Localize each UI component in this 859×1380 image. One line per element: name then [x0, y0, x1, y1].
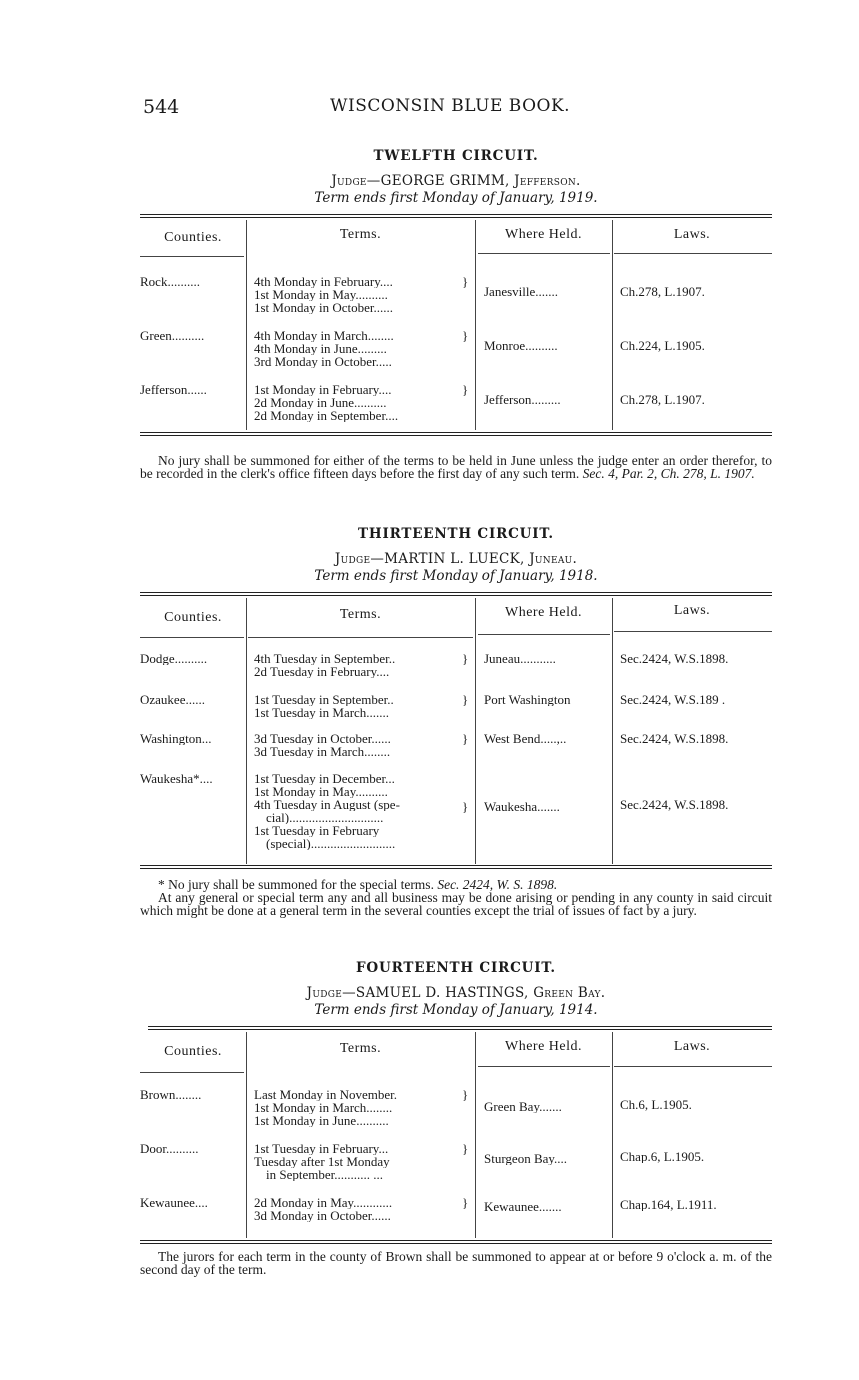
term-line: 4th Tuesday in August (spe- — [254, 798, 400, 811]
header-rule — [140, 256, 244, 257]
laws-cell: Sec.2424, W.S.1898. — [620, 798, 729, 811]
thirteenth-circuit-section — [140, 526, 772, 917]
footnote-citation: Sec. 4, Par. 2, Ch. 278, L. 1907. — [582, 466, 755, 481]
header-rule — [478, 1066, 610, 1067]
term-ends: Term ends first Monday of January, 1919. — [314, 190, 598, 206]
table-bottom-rule — [140, 865, 772, 869]
judge-line — [140, 985, 772, 1001]
judge-prefix: Judge— — [334, 551, 385, 567]
column-divider — [246, 1032, 247, 1238]
column-divider — [475, 1032, 476, 1238]
header-rule — [614, 1066, 772, 1067]
where-held-cell: Kewaunee....... — [484, 1200, 562, 1213]
column-divider — [612, 598, 613, 864]
where-held-cell: Jefferson......... — [484, 393, 561, 406]
where-held-cell: Waukesha....... — [484, 800, 560, 813]
section-title: TWELFTH CIRCUIT. — [373, 148, 539, 164]
header-rule — [248, 637, 473, 638]
header-rule — [140, 1072, 244, 1073]
judge-prefix: Judge— — [331, 173, 381, 189]
county-cell: Ozaukee...... — [140, 693, 205, 706]
judge-name: GEORGE GRIMM, — [380, 173, 510, 189]
terms-cell — [254, 772, 464, 850]
header-terms: Terms. — [339, 227, 382, 242]
footnote — [140, 454, 772, 480]
brace-icon: } — [462, 328, 469, 343]
table-top-rule — [148, 1026, 772, 1030]
header-where-held: Where Held. — [504, 227, 583, 242]
header-where-held: Where Held. — [504, 1039, 583, 1054]
where-held-cell: Juneau........... — [484, 652, 556, 665]
judge-place: Green Bay. — [533, 985, 606, 1001]
terms-cell — [254, 652, 464, 678]
terms-cell — [254, 1088, 464, 1127]
header-rule — [614, 253, 772, 254]
county-cell: Green.......... — [140, 329, 205, 342]
laws-cell: Chap.6, L.1905. — [620, 1150, 705, 1163]
laws-cell: Ch.224, L.1905. — [620, 339, 705, 352]
where-held-cell: Monroe.......... — [484, 339, 558, 352]
brace-icon: } — [462, 692, 469, 707]
column-divider — [612, 1032, 613, 1238]
county-cell: Brown........ — [140, 1088, 202, 1101]
term-line: cial)............................. — [266, 811, 384, 824]
judge-line — [140, 551, 772, 567]
laws-cell: Sec.2424, W.S.1898. — [620, 732, 729, 745]
brace-icon: } — [462, 799, 469, 814]
term-line: Tuesday after 1st Monday — [254, 1155, 390, 1168]
footnote — [140, 878, 772, 917]
term-line: 1st Monday in May.......... — [254, 288, 388, 301]
laws-cell: Ch.6, L.1905. — [620, 1098, 692, 1111]
brace-icon: } — [462, 1141, 469, 1156]
where-held-cell: Janesville....... — [484, 285, 559, 298]
section-title: THIRTEENTH CIRCUIT. — [358, 526, 554, 542]
term-line: 4th Tuesday in September.. — [254, 652, 396, 665]
where-held-cell: Port Washington — [484, 693, 571, 706]
column-divider — [475, 220, 476, 430]
footnote: The jurors for each term in the county of Brown shall be summoned to appear at or before 9 o'clock a. m. of the second day of the term. — [140, 1249, 772, 1277]
term-line: 3d Tuesday in March........ — [254, 745, 391, 758]
term-line: 2d Tuesday in February.... — [254, 665, 390, 678]
footnote-text: At any general or special term any and all business may be done arising or pending in any county in said circuit which might be done at a general term in the several counties except the trial of issues of fact by a jury. — [140, 890, 772, 918]
circuit-table — [140, 592, 772, 876]
term-line: (special).......................... — [266, 837, 396, 850]
header-counties: Counties. — [164, 610, 222, 625]
judge-place: Juneau. — [529, 551, 578, 567]
term-line: 2d Monday in September.... — [254, 409, 399, 422]
laws-cell: Chap.164, L.1911. — [620, 1198, 717, 1211]
term-ends: Term ends first Monday of January, 1914. — [314, 1002, 598, 1018]
footnote-text: No jury shall be summoned for either of the terms to be held in June unless the judge enter an order therefor, to be recorded in the clerk's office fifteen days before the first day of any such term. — [140, 453, 772, 481]
laws-cell: Ch.278, L.1907. — [620, 393, 705, 406]
where-held-cell: West Bend.....,.. — [484, 732, 567, 745]
term-line: Last Monday in November. — [254, 1088, 397, 1101]
laws-cell: Ch.278, L.1907. — [620, 285, 705, 298]
judge-name: MARTIN L. LUECK, — [384, 551, 525, 567]
circuit-table — [140, 214, 772, 448]
brace-icon: } — [462, 382, 469, 397]
where-held-cell: Sturgeon Bay.... — [484, 1152, 568, 1165]
column-divider — [612, 220, 613, 430]
footnote-citation: Sec. 2424, W. S. 1898. — [437, 877, 558, 892]
column-divider — [246, 598, 247, 864]
header-counties: Counties. — [164, 230, 222, 245]
table-top-rule — [140, 214, 772, 218]
term-line: 1st Tuesday in February... — [254, 1142, 389, 1155]
term-ends: Term ends first Monday of January, 1918. — [314, 568, 598, 584]
laws-cell: Sec.2424, W.S.1898. — [620, 652, 729, 665]
header-laws: Laws. — [673, 227, 711, 242]
table-top-rule — [140, 592, 772, 596]
judge-line — [140, 173, 772, 189]
county-cell: Dodge.......... — [140, 652, 208, 665]
brace-icon: } — [462, 1087, 469, 1102]
term-line: 1st Tuesday in December... — [254, 772, 395, 785]
terms-cell — [254, 1142, 464, 1181]
terms-cell — [254, 329, 464, 368]
term-line: 1st Monday in May.......... — [254, 785, 388, 798]
county-cell: Jefferson...... — [140, 383, 207, 396]
county-cell: Rock.......... — [140, 275, 200, 288]
column-divider — [246, 220, 247, 430]
terms-cell — [254, 693, 464, 719]
term-line: 2d Monday in June.......... — [254, 396, 387, 409]
terms-cell — [254, 732, 464, 758]
twelfth-circuit-section — [140, 148, 772, 480]
term-line: 4th Monday in February.... — [254, 275, 393, 288]
term-line: in September........... ... — [266, 1168, 383, 1181]
page-header — [0, 96, 859, 122]
where-held-cell: Green Bay....... — [484, 1100, 562, 1113]
term-line: 1st Monday in February.... — [254, 383, 392, 396]
column-divider — [475, 598, 476, 864]
term-line: 3d Tuesday in October...... — [254, 732, 391, 745]
county-cell: Waukesha*.... — [140, 772, 213, 785]
term-line: 4th Monday in March........ — [254, 329, 394, 342]
term-line: 1st Tuesday in September.. — [254, 693, 394, 706]
term-line: 1st Monday in October...... — [254, 301, 394, 314]
page-number: 544 — [143, 96, 180, 118]
term-line: 1st Monday in March........ — [254, 1101, 393, 1114]
header-laws: Laws. — [673, 603, 711, 618]
term-line: 1st Tuesday in March....... — [254, 706, 390, 719]
terms-cell — [254, 275, 464, 314]
header-laws: Laws. — [673, 1039, 711, 1054]
header-terms: Terms. — [339, 1041, 382, 1056]
county-cell: Door.......... — [140, 1142, 199, 1155]
circuit-table — [140, 1026, 772, 1252]
judge-name: SAMUEL D. HASTINGS, — [355, 985, 529, 1001]
footnote-text: * No jury shall be summoned for the special terms. — [158, 877, 434, 892]
terms-cell — [254, 383, 464, 422]
terms-cell — [254, 1196, 464, 1222]
term-line: 2d Monday in May............ — [254, 1196, 393, 1209]
header-counties: Counties. — [164, 1044, 222, 1059]
running-title: WISCONSIN BLUE BOOK. — [330, 96, 571, 116]
header-rule — [478, 253, 610, 254]
brace-icon: } — [462, 274, 469, 289]
laws-cell: Sec.2424, W.S.189 . — [620, 693, 726, 706]
header-where-held: Where Held. — [504, 605, 583, 620]
section-title: FOURTEENTH CIRCUIT. — [356, 960, 556, 976]
header-rule — [478, 634, 610, 635]
county-cell: Washington... — [140, 732, 212, 745]
brace-icon: } — [462, 1195, 469, 1210]
term-line: 4th Monday in June......... — [254, 342, 387, 355]
table-bottom-rule — [140, 432, 772, 436]
term-line: 1st Monday in June.......... — [254, 1114, 389, 1127]
brace-icon: } — [462, 731, 469, 746]
county-cell: Kewaunee.... — [140, 1196, 208, 1209]
term-line: 1st Tuesday in February — [254, 824, 380, 837]
term-line: 3d Monday in October...... — [254, 1209, 391, 1222]
judge-place: Jefferson. — [514, 173, 581, 189]
brace-icon: } — [462, 651, 469, 666]
judge-prefix: Judge— — [306, 985, 356, 1001]
table-bottom-rule — [140, 1240, 772, 1244]
header-rule — [614, 631, 772, 632]
fourteenth-circuit-section — [140, 960, 772, 1276]
header-rule — [140, 637, 244, 638]
header-terms: Terms. — [339, 607, 382, 622]
term-line: 3rd Monday in October..... — [254, 355, 392, 368]
